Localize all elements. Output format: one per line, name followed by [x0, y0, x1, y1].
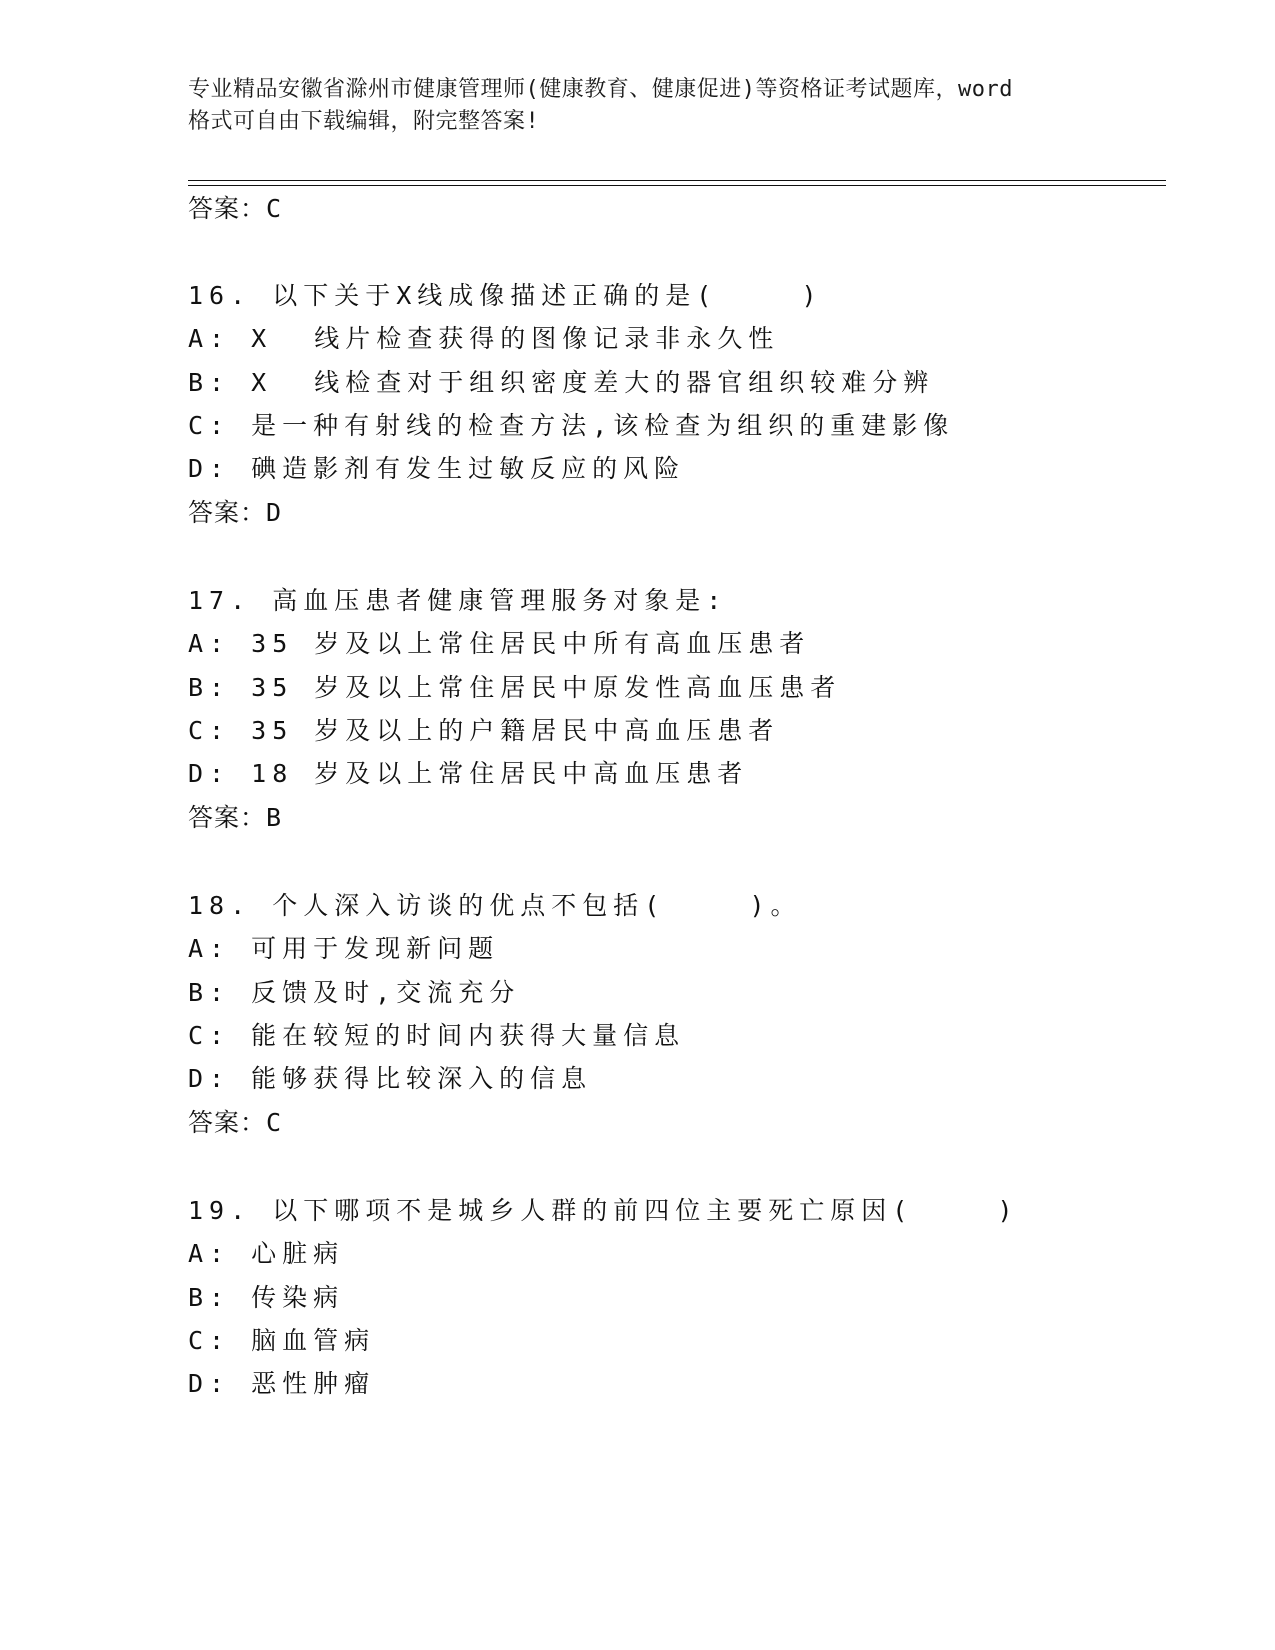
document-header: [188, 74, 1088, 138]
header-divider-bottom: [188, 185, 1166, 186]
answer-previous: 答案：C: [188, 194, 283, 223]
question-18-stem: 18. 个人深入访谈的优点不包括( )。: [188, 891, 802, 920]
question-16-option-b: B: X 线检查对于组织密度差大的器官组织较难分辨: [188, 368, 935, 397]
question-17-option-a: A: 35 岁及以上常住居民中所有高血压患者: [188, 629, 811, 658]
question-18-option-d: D: 能够获得比较深入的信息: [188, 1064, 593, 1093]
question-18-option-c: C: 能在较短的时间内获得大量信息: [188, 1021, 686, 1050]
question-18-option-a: A: 可用于发现新问题: [188, 934, 500, 963]
question-19-option-b: B: 传染病: [188, 1283, 345, 1312]
header-divider-top: [188, 180, 1166, 181]
question-19-option-d: D: 恶性肿瘤: [188, 1369, 376, 1398]
question-19-option-c: C: 脑血管病: [188, 1326, 376, 1355]
question-18-option-b: B: 反馈及时,交流充分: [188, 978, 521, 1007]
question-17-stem: 17. 高血压患者健康管理服务对象是:: [188, 586, 728, 615]
question-16-option-c: C: 是一种有射线的检查方法,该检查为组织的重建影像: [188, 411, 955, 440]
question-19-stem: 19. 以下哪项不是城乡人群的前四位主要死亡原因( ): [188, 1196, 1019, 1225]
question-16-option-d: D: 碘造影剂有发生过敏反应的风险: [188, 454, 686, 483]
question-16-stem: 16. 以下关于X线成像描述正确的是( ): [188, 281, 823, 310]
question-17-answer: 答案：B: [188, 803, 283, 832]
question-17-option-b: B: 35 岁及以上常住居民中原发性高血压患者: [188, 673, 842, 702]
header-line-1: 专业精品安徽省滁州市健康管理师(健康教育、健康促进)等资格证考试题库，word: [188, 77, 1013, 102]
question-17-option-d: D: 18 岁及以上常住居民中高血压患者: [188, 759, 749, 788]
question-16-option-a: A: X 线片检查获得的图像记录非永久性: [188, 324, 780, 353]
question-17-option-c: C: 35 岁及以上的户籍居民中高血压患者: [188, 716, 780, 745]
question-16-answer: 答案：D: [188, 498, 283, 527]
question-18-answer: 答案：C: [188, 1108, 283, 1137]
question-19-option-a: A: 心脏病: [188, 1239, 345, 1268]
header-line-2: 格式可自由下载编辑，附完整答案!: [188, 109, 540, 134]
